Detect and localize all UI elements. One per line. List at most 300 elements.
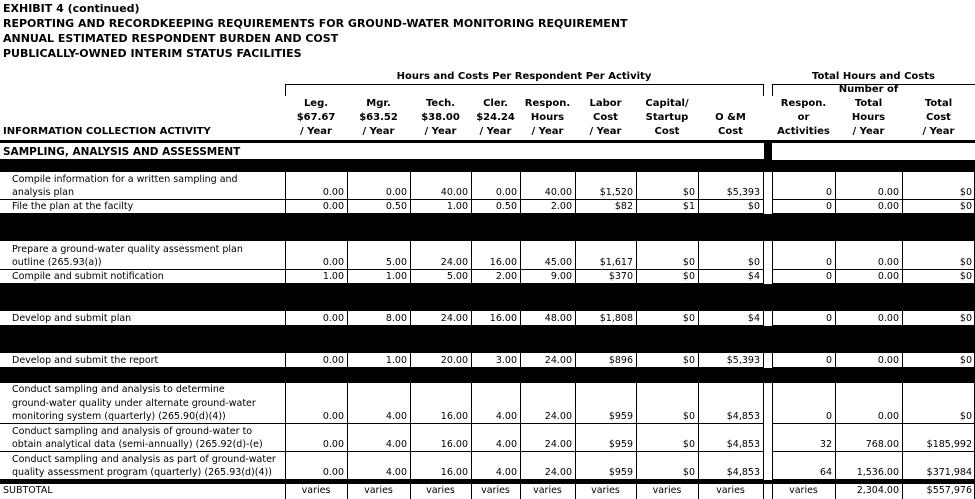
table-cell: $0 [682, 467, 695, 478]
table-cell: $959 [608, 411, 633, 422]
column-border [285, 353, 286, 368]
column-border [347, 424, 348, 452]
column-border [835, 311, 836, 326]
column-border [520, 241, 521, 270]
column-border [471, 452, 472, 480]
table-cell: 4.00 [385, 411, 407, 422]
column-header-total_cost: Cost [926, 112, 951, 123]
row-border [0, 213, 764, 214]
column-header-total_hours: Number of [838, 84, 899, 95]
activity-text: monitoring system (quarterly) (265.90(d)(4)) [12, 411, 226, 422]
separator-band [0, 160, 975, 172]
table-cell: 0.00 [322, 439, 344, 450]
activity-text: Compile information for a written sampling and [12, 173, 238, 185]
table-cell: $0 [959, 313, 972, 324]
row-border [772, 451, 975, 452]
column-border [575, 383, 576, 424]
column-header-total_hours: / Year [852, 126, 885, 137]
bracket-tick [772, 84, 773, 96]
column-border [763, 383, 764, 424]
table-cell: 4.00 [385, 467, 407, 478]
table-cell: 20.00 [440, 355, 468, 366]
table-cell: 1.00 [446, 201, 468, 212]
separator-band [0, 214, 975, 241]
column-header-om: Cost [718, 126, 743, 137]
column-border [410, 270, 411, 284]
table-cell: $0 [959, 201, 972, 212]
column-border [835, 172, 836, 200]
table-cell: $0 [959, 257, 972, 268]
table-cell: $1,520 [599, 187, 633, 198]
column-border [835, 200, 836, 214]
column-border [636, 200, 637, 214]
activity-text: analysis plan [12, 187, 74, 198]
table-cell: 24.00 [440, 313, 468, 324]
column-border [347, 200, 348, 214]
column-border [698, 484, 699, 499]
subtotal-cell: varies [533, 485, 562, 496]
separator-band [764, 160, 772, 172]
column-border [285, 200, 286, 214]
table-cell: 32 [819, 439, 832, 450]
subtotal-cell: varies [591, 485, 620, 496]
table-cell: 768.00 [865, 439, 899, 450]
table-cell: 64 [819, 467, 832, 478]
table-cell: 0.00 [322, 187, 344, 198]
table-cell: 0 [825, 257, 832, 268]
column-border [772, 383, 773, 424]
column-border [285, 172, 286, 200]
table-cell: $0 [959, 271, 972, 282]
table-cell: $4,853 [726, 467, 760, 478]
column-border [575, 311, 576, 326]
column-border [902, 270, 903, 284]
column-border [575, 200, 576, 214]
table-cell: $0 [682, 313, 695, 324]
column-header-hours: Hours [530, 112, 565, 123]
activity-text: Develop and submit plan [12, 313, 132, 324]
column-border [902, 424, 903, 452]
header-rule [0, 140, 975, 143]
column-border [520, 172, 521, 200]
table-cell: $5,393 [726, 187, 760, 198]
column-header-labor: / Year [589, 126, 622, 137]
column-header-mgr: $63.52 [359, 112, 398, 123]
column-border [835, 484, 836, 499]
gap-block [764, 143, 772, 160]
table-cell: $82 [614, 201, 633, 212]
column-border [763, 353, 764, 368]
table-cell: 40.00 [440, 187, 468, 198]
report-title-line: PUBLICALLY-OWNED INTERIM STATUS FACILITIES [3, 47, 302, 60]
table-cell: $0 [959, 355, 972, 366]
separator-band [764, 214, 772, 241]
table-cell: 0.00 [322, 467, 344, 478]
separator-band [764, 368, 772, 383]
column-border [902, 383, 903, 424]
table-cell: 0.00 [385, 187, 407, 198]
column-border [471, 383, 472, 424]
column-border [636, 452, 637, 480]
column-header-capital: Startup [645, 112, 689, 123]
activity-text: Conduct sampling and analysis to determine [12, 384, 225, 395]
table-cell: 16.00 [440, 411, 468, 422]
activity-text: Develop and submit the report [12, 355, 159, 366]
table-cell: $0 [959, 187, 972, 198]
column-border [772, 172, 773, 200]
column-header-activity: INFORMATION COLLECTION ACTIVITY [3, 126, 211, 137]
table-cell: 5.00 [446, 271, 468, 282]
column-border [347, 241, 348, 270]
row-border [772, 213, 975, 214]
column-border [698, 424, 699, 452]
table-cell: 0.00 [322, 313, 344, 324]
column-border [636, 241, 637, 270]
table-cell: $959 [608, 467, 633, 478]
column-border [520, 424, 521, 452]
group-header-total: Total Hours and Costs [812, 71, 935, 82]
row-border [0, 325, 764, 326]
column-border [698, 452, 699, 480]
column-header-labor: Cost [593, 112, 618, 123]
separator-band [764, 326, 772, 353]
table-cell: 0.50 [495, 201, 517, 212]
column-header-mgr: Mgr. [366, 98, 391, 109]
column-border [698, 241, 699, 270]
column-border [636, 353, 637, 368]
column-border [410, 311, 411, 326]
table-cell: 4.00 [495, 411, 517, 422]
column-border [698, 270, 699, 284]
table-cell: 0.00 [877, 411, 899, 422]
bracket-tick [285, 84, 286, 96]
column-border [902, 452, 903, 480]
column-border [763, 424, 764, 452]
table-cell: 24.00 [544, 439, 572, 450]
column-border [410, 353, 411, 368]
table-cell: $4,853 [726, 411, 760, 422]
activity-text: outline (265.93(a)) [12, 257, 102, 268]
column-border [575, 353, 576, 368]
column-border [347, 353, 348, 368]
table-cell: $0 [747, 201, 760, 212]
subtotal-cell: varies [364, 485, 393, 496]
table-cell: 1,536.00 [856, 467, 899, 478]
column-border [835, 241, 836, 270]
column-border [575, 452, 576, 480]
column-border [410, 452, 411, 480]
column-border [763, 484, 764, 499]
column-border [471, 484, 472, 499]
column-border [285, 383, 286, 424]
column-border [520, 200, 521, 214]
column-border [772, 311, 773, 326]
column-border [410, 241, 411, 270]
column-border [520, 452, 521, 480]
column-border [347, 172, 348, 200]
separator-band [764, 284, 772, 311]
table-cell: 0 [825, 201, 832, 212]
column-header-resp: or [797, 112, 810, 123]
column-border [285, 452, 286, 480]
table-cell: 24.00 [544, 467, 572, 478]
activity-text: quality assessment program (quarterly) (265.93(d)(4)) [12, 467, 272, 478]
table-cell: 0 [825, 411, 832, 422]
column-border [835, 452, 836, 480]
column-border [285, 484, 286, 499]
table-cell: 0.00 [877, 313, 899, 324]
column-border [636, 311, 637, 326]
column-border [471, 353, 472, 368]
table-cell: $0 [682, 355, 695, 366]
table-cell: 0.00 [495, 187, 517, 198]
table-cell: $185,992 [926, 439, 972, 450]
table-cell: $1,808 [599, 313, 633, 324]
column-border [471, 270, 472, 284]
column-border [285, 424, 286, 452]
table-cell: 0 [825, 187, 832, 198]
table-cell: $0 [682, 271, 695, 282]
subtotal-cell: varies [481, 485, 510, 496]
column-header-resp: Respon. [780, 98, 827, 109]
table-cell: $0 [682, 411, 695, 422]
column-border [698, 383, 699, 424]
table-cell: $4,853 [726, 439, 760, 450]
column-header-labor: Labor [589, 98, 622, 109]
column-border [636, 424, 637, 452]
column-border [410, 383, 411, 424]
column-border [772, 200, 773, 214]
column-header-tech: Tech. [425, 98, 456, 109]
table-cell: 4.00 [495, 467, 517, 478]
column-border [285, 311, 286, 326]
column-border [410, 424, 411, 452]
table-cell: $0 [682, 257, 695, 268]
column-border [347, 311, 348, 326]
column-border [763, 172, 764, 200]
column-border [763, 452, 764, 480]
table-cell: 16.00 [489, 257, 517, 268]
report-title-line: EXHIBIT 4 (continued) [3, 2, 140, 15]
table-cell: 16.00 [489, 313, 517, 324]
table-cell: 0 [825, 313, 832, 324]
column-border [347, 270, 348, 284]
table-cell: 45.00 [544, 257, 572, 268]
section-title: SAMPLING, ANALYSIS AND ASSESSMENT [3, 146, 241, 158]
column-header-tech: / Year [424, 126, 457, 137]
separator-band [0, 284, 975, 311]
column-header-hours: Respon. [524, 98, 571, 109]
subtotal-cell: varies [426, 485, 455, 496]
table-cell: 4.00 [495, 439, 517, 450]
column-border [698, 172, 699, 200]
column-border [902, 200, 903, 214]
table-cell: 16.00 [440, 467, 468, 478]
column-header-leg: Leg. [303, 98, 329, 109]
column-border [698, 353, 699, 368]
column-border [636, 172, 637, 200]
column-border [636, 484, 637, 499]
column-border [763, 200, 764, 214]
table-cell: $0 [959, 411, 972, 422]
column-header-om: O &M [715, 112, 746, 123]
column-header-hours: / Year [531, 126, 564, 137]
column-header-total_cost: Total [924, 98, 953, 109]
column-header-capital: Cost [654, 126, 680, 137]
table-cell: $0 [682, 187, 695, 198]
table-cell: 16.00 [440, 439, 468, 450]
column-border [520, 383, 521, 424]
column-header-resp: Activities [777, 126, 830, 137]
activity-text: ground-water quality under alternate ground-water [12, 397, 256, 409]
row-border [772, 367, 975, 368]
bracket-line [285, 84, 764, 85]
column-border [575, 424, 576, 452]
activity-text: File the plan at the facilty [12, 201, 134, 212]
table-cell: 24.00 [544, 411, 572, 422]
table-cell: $959 [608, 439, 633, 450]
column-border [471, 241, 472, 270]
table-cell: $370 [608, 271, 633, 282]
table-cell: 2.00 [550, 201, 572, 212]
column-header-cler: $24.24 [476, 112, 515, 123]
column-border [410, 172, 411, 200]
column-border [410, 200, 411, 214]
table-cell: 1.00 [322, 271, 344, 282]
column-border [772, 424, 773, 452]
column-header-capital: Capital/ [645, 98, 689, 109]
table-cell: 0.00 [322, 201, 344, 212]
subtotal-cell: varies [716, 485, 745, 496]
column-header-tech: $38.00 [421, 112, 460, 123]
column-border [698, 311, 699, 326]
column-border [698, 200, 699, 214]
subtotal-label: SUBTOTAL [3, 485, 53, 496]
table-cell: 0.00 [877, 201, 899, 212]
table-cell: 24.00 [544, 355, 572, 366]
group-header-per-respondent: Hours and Costs Per Respondent Per Activity [396, 71, 652, 82]
column-border [575, 484, 576, 499]
column-border [902, 241, 903, 270]
table-cell: 1.00 [385, 355, 407, 366]
row-border [0, 283, 764, 284]
column-header-cler: / Year [479, 126, 512, 137]
table-cell: $5,393 [726, 355, 760, 366]
table-cell: 5.00 [385, 257, 407, 268]
bracket-tick [763, 84, 764, 96]
column-border [410, 484, 411, 499]
table-cell: $1 [682, 201, 695, 212]
report-title-line: REPORTING AND RECORDKEEPING REQUIREMENTS FOR GROUND-WATER MONITORING REQUIREMENT [3, 17, 628, 30]
column-header-leg: / Year [300, 126, 332, 137]
table-cell: 0.50 [385, 201, 407, 212]
column-border [772, 484, 773, 499]
subtotal-cell: varies [301, 485, 331, 496]
row-border [772, 423, 975, 424]
column-header-mgr: / Year [362, 126, 395, 137]
table-cell: 0.00 [877, 271, 899, 282]
table-cell: 40.00 [544, 187, 572, 198]
column-header-cler: Cler. [483, 98, 508, 109]
activity-text: Conduct sampling and analysis as part of ground-water [12, 453, 276, 465]
table-cell: 9.00 [550, 271, 572, 282]
activity-text: Conduct sampling and analysis of ground-water to [12, 425, 253, 437]
table-cell: $371,984 [926, 467, 972, 478]
table-cell: 0.00 [322, 257, 344, 268]
table-cell: 0.00 [877, 257, 899, 268]
subtotal-cell: 2,304.00 [856, 485, 899, 496]
column-header-leg: $67.67 [296, 112, 336, 123]
column-border [347, 383, 348, 424]
table-cell: 2.00 [495, 271, 517, 282]
column-border [575, 270, 576, 284]
column-border [520, 311, 521, 326]
column-border [835, 270, 836, 284]
column-border [902, 353, 903, 368]
table-cell: 0.00 [877, 187, 899, 198]
column-border [285, 270, 286, 284]
separator-band [0, 326, 975, 353]
column-border [763, 311, 764, 326]
table-cell: 0.00 [322, 411, 344, 422]
table-cell: 3.00 [495, 355, 517, 366]
subtotal-cell: varies [652, 485, 682, 496]
table-cell: $0 [747, 257, 760, 268]
column-border [285, 241, 286, 270]
column-border [772, 353, 773, 368]
column-border [902, 484, 903, 499]
column-border [763, 241, 764, 270]
column-border [520, 484, 521, 499]
table-cell: $896 [608, 355, 633, 366]
column-border [520, 353, 521, 368]
row-border [0, 367, 764, 368]
column-border [902, 172, 903, 200]
table-cell: 1.00 [385, 271, 407, 282]
separator-band [0, 368, 975, 383]
table-cell: $0 [682, 439, 695, 450]
table-cell: 8.00 [385, 313, 407, 324]
column-border [575, 241, 576, 270]
column-header-total_hours: Total [854, 98, 883, 109]
column-border [471, 172, 472, 200]
column-border [772, 452, 773, 480]
column-border [575, 172, 576, 200]
table-cell: 4.00 [385, 439, 407, 450]
table-cell: 0 [825, 271, 832, 282]
table-cell: 0.00 [322, 355, 344, 366]
column-header-total_cost: / Year [922, 126, 955, 137]
subtotal-cell: varies [789, 485, 818, 496]
subtotal-cell: $557,976 [926, 485, 972, 496]
column-border [772, 270, 773, 284]
table-cell: $1,617 [599, 257, 633, 268]
column-header-total_hours: Hours [851, 112, 886, 123]
row-border [772, 283, 975, 284]
table-cell: $4 [747, 271, 760, 282]
column-border [772, 241, 773, 270]
column-border [520, 270, 521, 284]
column-border [636, 270, 637, 284]
table-cell: 24.00 [440, 257, 468, 268]
column-border [835, 424, 836, 452]
table-cell: 0 [825, 355, 832, 366]
column-border [835, 353, 836, 368]
row-border [772, 325, 975, 326]
column-border [347, 484, 348, 499]
activity-text: obtain analytical data (semi-annually) (265.92(d)-(e) [12, 439, 263, 450]
column-border [763, 270, 764, 284]
